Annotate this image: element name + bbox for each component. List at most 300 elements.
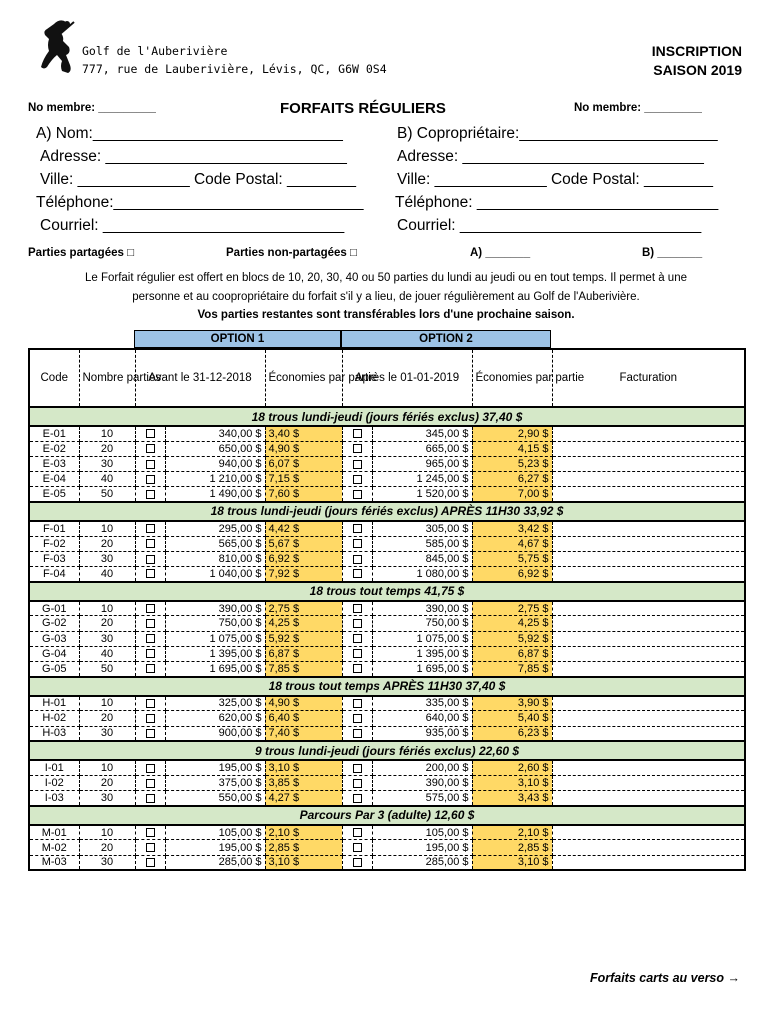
- cell-price-avant: 650,00 $: [165, 441, 265, 456]
- cell-price-avant: 810,00 $: [165, 551, 265, 566]
- cell-eco-avant: 3,40 $: [265, 426, 342, 441]
- option2-checkbox[interactable]: [342, 567, 372, 582]
- cell-eco-apres: 6,87 $: [472, 646, 552, 661]
- option1-checkbox[interactable]: [135, 487, 165, 502]
- cell-eco-apres: 6,92 $: [472, 567, 552, 582]
- cell-code: G-01: [29, 601, 79, 616]
- col-facturation: Facturation: [552, 349, 745, 407]
- checkbox-icon[interactable]: [353, 460, 362, 469]
- cell-code: I-01: [29, 760, 79, 775]
- cell-code: E-05: [29, 487, 79, 502]
- option1-checkbox[interactable]: [135, 441, 165, 456]
- cell-code: H-02: [29, 711, 79, 726]
- option1-checkbox[interactable]: [135, 601, 165, 616]
- cell-nombre: 10: [79, 426, 135, 441]
- option2-checkbox[interactable]: [342, 551, 372, 566]
- cell-price-avant: 1 695,00 $: [165, 661, 265, 676]
- cell-price-avant: 1 075,00 $: [165, 631, 265, 646]
- cell-eco-avant: 3,10 $: [265, 855, 342, 870]
- cell-price-avant: 390,00 $: [165, 601, 265, 616]
- table-row: [29, 840, 745, 855]
- cell-code: M-02: [29, 840, 79, 855]
- parties-b-field[interactable]: B) _______: [642, 247, 703, 259]
- cell-facturation[interactable]: [552, 441, 745, 456]
- cell-facturation[interactable]: [552, 616, 745, 631]
- checkbox-icon[interactable]: [353, 779, 362, 788]
- field-a-courriel[interactable]: Courriel: ____________________________: [40, 217, 345, 234]
- member-number-right[interactable]: No membre: _________: [574, 102, 702, 114]
- checkbox-icon[interactable]: [353, 699, 362, 708]
- member-number-left[interactable]: No membre: _________: [28, 102, 156, 114]
- cell-facturation[interactable]: [552, 456, 745, 471]
- option1-checkbox[interactable]: [135, 456, 165, 471]
- option1-checkbox[interactable]: [135, 646, 165, 661]
- cell-facturation[interactable]: [552, 840, 745, 855]
- cell-eco-avant: 6,92 $: [265, 551, 342, 566]
- cell-facturation[interactable]: [552, 855, 745, 870]
- cell-eco-avant: 6,07 $: [265, 456, 342, 471]
- cell-facturation[interactable]: [552, 711, 745, 726]
- option1-checkbox[interactable]: [135, 616, 165, 631]
- cell-eco-apres: 3,10 $: [472, 775, 552, 790]
- cell-eco-apres: 2,60 $: [472, 760, 552, 775]
- option2-checkbox[interactable]: [342, 855, 372, 870]
- checkbox-icon[interactable]: [353, 569, 362, 578]
- description-line-2: personne et au coopropriétaire du forfait s'il y a lieu, de jouer régulièrement au Golf de l'Auberivière.: [132, 291, 640, 303]
- cell-price-apres: 1 395,00 $: [372, 646, 472, 661]
- checkbox-icon[interactable]: [146, 524, 155, 533]
- option1-checkbox[interactable]: [135, 661, 165, 676]
- cell-price-apres: 335,00 $: [372, 696, 472, 711]
- checkbox-icon[interactable]: [146, 664, 155, 673]
- checkbox-icon[interactable]: [353, 490, 362, 499]
- cell-price-apres: 575,00 $: [372, 791, 472, 806]
- cell-code: G-05: [29, 661, 79, 676]
- inscription-heading: [652, 42, 742, 80]
- checkbox-icon[interactable]: [146, 699, 155, 708]
- cell-eco-apres: 2,75 $: [472, 601, 552, 616]
- cell-eco-apres: 5,75 $: [472, 551, 552, 566]
- parties-partagees-checkbox[interactable]: Parties partagées □: [28, 247, 135, 259]
- option2-checkbox[interactable]: [342, 661, 372, 676]
- cell-nombre: 10: [79, 825, 135, 840]
- cell-price-avant: 195,00 $: [165, 760, 265, 775]
- cell-eco-apres: 6,23 $: [472, 726, 552, 741]
- table-row: [29, 775, 745, 790]
- checkbox-icon[interactable]: [146, 555, 155, 564]
- cell-facturation[interactable]: [552, 661, 745, 676]
- cell-price-avant: 1 490,00 $: [165, 487, 265, 502]
- checkbox-icon[interactable]: [353, 429, 362, 438]
- checkbox-icon[interactable]: [146, 649, 155, 658]
- cell-facturation[interactable]: [552, 551, 745, 566]
- checkbox-icon[interactable]: [146, 729, 155, 738]
- checkbox-icon[interactable]: [146, 460, 155, 469]
- option1-checkbox[interactable]: [135, 567, 165, 582]
- field-a-ville[interactable]: Ville: _____________ Code Postal: ________: [40, 171, 357, 188]
- cell-eco-apres: 5,40 $: [472, 711, 552, 726]
- table-row: [29, 661, 745, 676]
- cell-price-apres: 390,00 $: [372, 601, 472, 616]
- col-eco1: Économies par partie: [265, 349, 342, 407]
- option2-checkbox[interactable]: [342, 472, 372, 487]
- cell-facturation[interactable]: [552, 601, 745, 616]
- cell-facturation[interactable]: [552, 631, 745, 646]
- col-nombre: Nombre parties: [79, 349, 135, 407]
- cell-price-apres: 935,00 $: [372, 726, 472, 741]
- cell-eco-apres: 4,15 $: [472, 441, 552, 456]
- table-row: [29, 631, 745, 646]
- cell-price-apres: 750,00 $: [372, 616, 472, 631]
- checkbox-icon[interactable]: [146, 843, 155, 852]
- option2-checkbox[interactable]: [342, 601, 372, 616]
- section-row: [29, 407, 745, 426]
- cell-price-apres: 585,00 $: [372, 536, 472, 551]
- option2-checkbox[interactable]: [342, 631, 372, 646]
- option1-checkbox[interactable]: [135, 840, 165, 855]
- cell-price-avant: 285,00 $: [165, 855, 265, 870]
- cell-price-avant: 750,00 $: [165, 616, 265, 631]
- checkbox-icon[interactable]: [146, 619, 155, 628]
- cell-price-avant: 565,00 $: [165, 536, 265, 551]
- field-b-telephone[interactable]: Téléphone: ____________________________: [395, 194, 719, 211]
- golfer-logo-icon: [34, 18, 76, 78]
- cell-nombre: 20: [79, 616, 135, 631]
- checkbox-icon[interactable]: [353, 619, 362, 628]
- season-label: SAISON 2019: [653, 62, 742, 78]
- table-row: [29, 855, 745, 870]
- cell-code: G-02: [29, 616, 79, 631]
- checkbox-icon[interactable]: [353, 764, 362, 773]
- cell-price-apres: 665,00 $: [372, 441, 472, 456]
- cell-eco-avant: 3,10 $: [265, 760, 342, 775]
- table-row: [29, 601, 745, 616]
- option2-checkbox[interactable]: [342, 711, 372, 726]
- checkbox-icon[interactable]: [353, 555, 362, 564]
- table-row: [29, 760, 745, 775]
- cell-code: I-02: [29, 775, 79, 790]
- field-a-telephone[interactable]: Téléphone:_____________________________: [36, 194, 364, 211]
- cell-eco-apres: 3,43 $: [472, 791, 552, 806]
- cell-price-apres: 845,00 $: [372, 551, 472, 566]
- cell-nombre: 40: [79, 646, 135, 661]
- description-line-3: Vos parties restantes sont transférables lors d'une prochaine saison.: [197, 309, 575, 321]
- page-title: FORFAITS RÉGULIERS: [280, 100, 446, 117]
- checkbox-icon[interactable]: [146, 569, 155, 578]
- cell-price-apres: 195,00 $: [372, 840, 472, 855]
- page-header: [30, 16, 742, 84]
- checkbox-icon[interactable]: [146, 429, 155, 438]
- checkbox-icon[interactable]: [353, 524, 362, 533]
- field-b-coproprietaire[interactable]: B) Copropriétaire:_______________________: [397, 125, 718, 142]
- cell-eco-avant: 7,92 $: [265, 567, 342, 582]
- cell-nombre: 40: [79, 472, 135, 487]
- section-row: [29, 502, 745, 521]
- checkbox-icon[interactable]: [353, 649, 362, 658]
- option2-checkbox[interactable]: [342, 840, 372, 855]
- option1-checkbox[interactable]: [135, 791, 165, 806]
- cell-eco-apres: 2,90 $: [472, 426, 552, 441]
- cell-code: F-03: [29, 551, 79, 566]
- cell-code: E-02: [29, 441, 79, 456]
- checkbox-icon[interactable]: [353, 634, 362, 643]
- cell-nombre: 30: [79, 456, 135, 471]
- section-row: [29, 582, 745, 601]
- cell-eco-apres: 4,67 $: [472, 536, 552, 551]
- table-row: [29, 536, 745, 551]
- option-2-header: OPTION 2: [341, 330, 551, 348]
- checkbox-icon[interactable]: [353, 828, 362, 837]
- checkbox-icon[interactable]: [146, 490, 155, 499]
- table-row: [29, 791, 745, 806]
- section-row: [29, 806, 745, 825]
- cell-price-apres: 305,00 $: [372, 521, 472, 536]
- cell-eco-avant: 4,90 $: [265, 696, 342, 711]
- cell-price-avant: 1 210,00 $: [165, 472, 265, 487]
- checkbox-icon[interactable]: [353, 843, 362, 852]
- cell-eco-avant: 2,10 $: [265, 825, 342, 840]
- cell-nombre: 30: [79, 551, 135, 566]
- club-address: 777, rue de Lauberivière, Lévis, QC, G6W 0S4: [82, 62, 387, 76]
- cell-nombre: 20: [79, 711, 135, 726]
- cell-facturation[interactable]: [552, 487, 745, 502]
- cell-facturation[interactable]: [552, 696, 745, 711]
- table-row: [29, 426, 745, 441]
- cell-eco-avant: 3,85 $: [265, 775, 342, 790]
- option-1-header: OPTION 1: [134, 330, 341, 348]
- cell-nombre: 20: [79, 775, 135, 790]
- col-eco2: Économies par partie: [472, 349, 552, 407]
- table-row: [29, 456, 745, 471]
- section-title: Parcours Par 3 (adulte) 12,60 $: [29, 806, 745, 825]
- cell-nombre: 30: [79, 855, 135, 870]
- checkbox-icon[interactable]: [353, 604, 362, 613]
- option1-checkbox[interactable]: [135, 696, 165, 711]
- parties-non-partagees-checkbox[interactable]: Parties non-partagées □: [226, 247, 357, 259]
- cell-price-avant: 620,00 $: [165, 711, 265, 726]
- cell-price-apres: 105,00 $: [372, 825, 472, 840]
- cell-price-avant: 900,00 $: [165, 726, 265, 741]
- cell-code: F-01: [29, 521, 79, 536]
- section-title: 18 trous tout temps APRÈS 11H30 37,40 $: [29, 677, 745, 696]
- cell-price-apres: 965,00 $: [372, 456, 472, 471]
- section-title: 18 trous lundi-jeudi (jours fériés exclus) 37,40 $: [29, 407, 745, 426]
- option2-checkbox[interactable]: [342, 521, 372, 536]
- cell-price-apres: 200,00 $: [372, 760, 472, 775]
- cell-facturation[interactable]: [552, 567, 745, 582]
- table-row: [29, 825, 745, 840]
- cell-nombre: 20: [79, 536, 135, 551]
- footer-note: Forfaits carts au verso →: [589, 971, 740, 985]
- option1-checkbox[interactable]: [135, 521, 165, 536]
- cell-nombre: 30: [79, 791, 135, 806]
- cell-price-apres: 640,00 $: [372, 711, 472, 726]
- cell-eco-apres: 4,25 $: [472, 616, 552, 631]
- cell-price-avant: 375,00 $: [165, 775, 265, 790]
- checkbox-icon[interactable]: [146, 779, 155, 788]
- option2-checkbox[interactable]: [342, 536, 372, 551]
- cell-facturation[interactable]: [552, 646, 745, 661]
- col-code: Code: [29, 349, 79, 407]
- cell-nombre: 30: [79, 726, 135, 741]
- cell-facturation[interactable]: [552, 536, 745, 551]
- checkbox-icon[interactable]: [146, 714, 155, 723]
- cell-eco-apres: 3,10 $: [472, 855, 552, 870]
- cell-facturation[interactable]: [552, 726, 745, 741]
- cell-nombre: 20: [79, 441, 135, 456]
- inscription-label: INSCRIPTION: [651, 43, 742, 59]
- option2-checkbox[interactable]: [342, 456, 372, 471]
- cell-nombre: 50: [79, 487, 135, 502]
- parties-a-field[interactable]: A) _______: [470, 247, 531, 259]
- cell-price-avant: 325,00 $: [165, 696, 265, 711]
- option2-checkbox[interactable]: [342, 726, 372, 741]
- option1-checkbox[interactable]: [135, 426, 165, 441]
- cell-code: G-04: [29, 646, 79, 661]
- section-title: 18 trous tout temps 41,75 $: [29, 582, 745, 601]
- cell-facturation[interactable]: [552, 791, 745, 806]
- cell-code: E-03: [29, 456, 79, 471]
- cell-eco-avant: 4,42 $: [265, 521, 342, 536]
- table-header-row: [29, 349, 745, 407]
- option1-checkbox[interactable]: [135, 775, 165, 790]
- club-name: Golf de l'Auberivière: [82, 44, 228, 58]
- cell-eco-avant: 5,67 $: [265, 536, 342, 551]
- checkbox-icon[interactable]: [353, 729, 362, 738]
- cell-code: M-01: [29, 825, 79, 840]
- option2-checkbox[interactable]: [342, 646, 372, 661]
- cell-price-apres: 1 520,00 $: [372, 487, 472, 502]
- cell-code: M-03: [29, 855, 79, 870]
- cell-facturation[interactable]: [552, 472, 745, 487]
- cell-eco-avant: 2,85 $: [265, 840, 342, 855]
- cell-eco-avant: 5,92 $: [265, 631, 342, 646]
- checkbox-icon[interactable]: [146, 604, 155, 613]
- option1-checkbox[interactable]: [135, 726, 165, 741]
- cell-price-avant: 1 040,00 $: [165, 567, 265, 582]
- field-b-courriel[interactable]: Courriel: ____________________________: [397, 217, 702, 234]
- checkbox-icon[interactable]: [353, 475, 362, 484]
- cell-facturation[interactable]: [552, 825, 745, 840]
- cell-nombre: 10: [79, 601, 135, 616]
- cell-eco-avant: 7,40 $: [265, 726, 342, 741]
- option1-checkbox[interactable]: [135, 472, 165, 487]
- cell-eco-apres: 6,27 $: [472, 472, 552, 487]
- cell-eco-avant: 4,90 $: [265, 441, 342, 456]
- cell-price-apres: 1 245,00 $: [372, 472, 472, 487]
- cell-eco-avant: 7,15 $: [265, 472, 342, 487]
- field-a-nom[interactable]: A) Nom:_____________________________: [36, 125, 343, 142]
- option2-checkbox[interactable]: [342, 441, 372, 456]
- cell-price-apres: 1 080,00 $: [372, 567, 472, 582]
- table-row: [29, 616, 745, 631]
- cell-code: I-03: [29, 791, 79, 806]
- checkbox-icon[interactable]: [146, 475, 155, 484]
- cell-code: E-01: [29, 426, 79, 441]
- checkbox-icon[interactable]: [353, 539, 362, 548]
- cell-code: H-03: [29, 726, 79, 741]
- option1-checkbox[interactable]: [135, 631, 165, 646]
- option1-checkbox[interactable]: [135, 760, 165, 775]
- cell-code: F-02: [29, 536, 79, 551]
- option1-checkbox[interactable]: [135, 855, 165, 870]
- cell-eco-apres: 3,90 $: [472, 696, 552, 711]
- description-line-1: Le Forfait régulier est offert en blocs de 10, 20, 30, 40 ou 50 parties du lundi au jeudi ou en tout temps. Il permet à une: [84, 272, 687, 284]
- checkbox-icon[interactable]: [353, 714, 362, 723]
- cell-eco-apres: 7,85 $: [472, 661, 552, 676]
- checkbox-icon[interactable]: [146, 858, 155, 867]
- cell-eco-apres: 5,23 $: [472, 456, 552, 471]
- cell-eco-avant: 6,40 $: [265, 711, 342, 726]
- table-row: [29, 472, 745, 487]
- checkbox-icon[interactable]: [146, 764, 155, 773]
- section-title: 9 trous lundi-jeudi (jours fériés exclus) 22,60 $: [29, 741, 745, 760]
- option1-checkbox[interactable]: [135, 711, 165, 726]
- cell-facturation[interactable]: [552, 426, 745, 441]
- table-row: [29, 567, 745, 582]
- cell-price-apres: 1 075,00 $: [372, 631, 472, 646]
- cell-price-avant: 340,00 $: [165, 426, 265, 441]
- cell-eco-apres: 2,10 $: [472, 825, 552, 840]
- cell-code: H-01: [29, 696, 79, 711]
- cell-nombre: 10: [79, 521, 135, 536]
- cell-facturation[interactable]: [552, 521, 745, 536]
- field-a-adresse[interactable]: Adresse: ____________________________: [40, 148, 347, 165]
- option2-checkbox[interactable]: [342, 616, 372, 631]
- option2-checkbox[interactable]: [342, 487, 372, 502]
- checkbox-icon[interactable]: [146, 634, 155, 643]
- cell-price-avant: 550,00 $: [165, 791, 265, 806]
- cell-price-avant: 105,00 $: [165, 825, 265, 840]
- cell-price-apres: 1 695,00 $: [372, 661, 472, 676]
- cell-price-avant: 940,00 $: [165, 456, 265, 471]
- field-b-ville[interactable]: Ville: _____________ Code Postal: ________: [397, 171, 714, 188]
- cell-facturation[interactable]: [552, 760, 745, 775]
- checkbox-icon[interactable]: [353, 664, 362, 673]
- table-row: [29, 551, 745, 566]
- checkbox-icon[interactable]: [353, 858, 362, 867]
- cell-nombre: 30: [79, 631, 135, 646]
- table-row: [29, 441, 745, 456]
- option2-checkbox[interactable]: [342, 825, 372, 840]
- option2-checkbox[interactable]: [342, 760, 372, 775]
- table-row: [29, 521, 745, 536]
- checkbox-icon[interactable]: [353, 444, 362, 453]
- checkbox-icon[interactable]: [353, 794, 362, 803]
- checkbox-icon[interactable]: [146, 828, 155, 837]
- checkbox-icon[interactable]: [146, 539, 155, 548]
- option2-checkbox[interactable]: [342, 696, 372, 711]
- table-row: [29, 726, 745, 741]
- cell-code: G-03: [29, 631, 79, 646]
- field-b-adresse[interactable]: Adresse: ____________________________: [397, 148, 704, 165]
- option2-checkbox[interactable]: [342, 426, 372, 441]
- cell-nombre: 40: [79, 567, 135, 582]
- member-row: [28, 100, 748, 118]
- option1-checkbox[interactable]: [135, 825, 165, 840]
- cell-price-apres: 345,00 $: [372, 426, 472, 441]
- cell-price-avant: 195,00 $: [165, 840, 265, 855]
- cell-facturation[interactable]: [552, 775, 745, 790]
- checkbox-icon[interactable]: [146, 444, 155, 453]
- cell-price-avant: 1 395,00 $: [165, 646, 265, 661]
- checkbox-icon[interactable]: [146, 794, 155, 803]
- option1-checkbox[interactable]: [135, 536, 165, 551]
- cell-eco-avant: 6,87 $: [265, 646, 342, 661]
- option2-checkbox[interactable]: [342, 791, 372, 806]
- option2-checkbox[interactable]: [342, 775, 372, 790]
- option1-checkbox[interactable]: [135, 551, 165, 566]
